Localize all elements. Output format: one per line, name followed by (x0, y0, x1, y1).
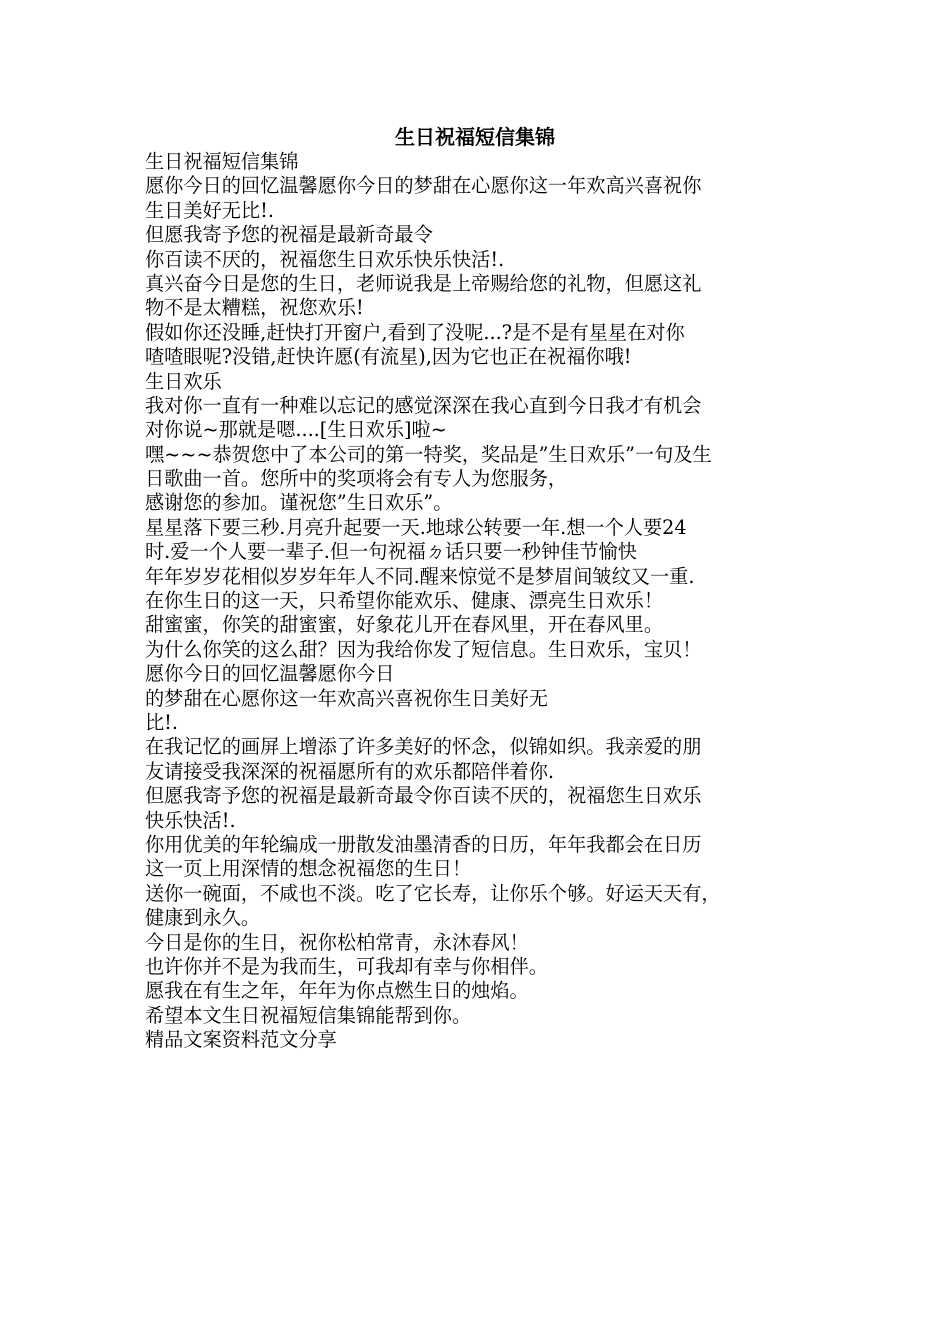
body-line: 愿你今日的回忆温馨愿你今日的梦甜在心愿你这一年欢高兴喜祝你 (145, 174, 702, 198)
body-line: 也许你并不是为我而生，可我却有幸与你相伴。 (145, 954, 548, 978)
body-line: 星星落下要三秒.月亮升起要一天.地球公转要一年.想一个人要24 (145, 515, 687, 539)
body-line: 你百读不厌的，祝福您生日欢乐快乐快活!. (145, 247, 505, 271)
body-line: 嘿~~~恭贺您中了本公司的第一特奖，奖品是”生日欢乐”一句及生 (145, 442, 712, 466)
body-line: 送你一碗面，不咸也不淡。吃了它长寿，让你乐个够。好运天天有， (145, 881, 721, 905)
body-line: 的梦甜在心愿你这一年欢高兴喜祝你生日美好无 (145, 686, 548, 710)
body-line: 我对你一直有一种难以忘记的感觉深深在我心直到今日我才有机会 (145, 393, 702, 417)
body-line: 对你说~那就是嗯....[生日欢乐]啦~ (145, 418, 447, 442)
body-line: 年年岁岁花相似岁岁年年人不同.醒来惊觉不是梦眉间皱纹又一重. (145, 564, 695, 588)
body-line: 生日祝福短信集锦 (145, 150, 299, 173)
body-line: 生日美好无比!. (145, 198, 274, 222)
body-line: 愿我在有生之年，年年为你点燃生日的烛焰。 (145, 979, 529, 1003)
body-line: 物不是太糟糕，祝您欢乐! (145, 296, 364, 320)
document-title: 生日祝福短信集锦 (395, 125, 555, 149)
body-line: 生日欢乐 (145, 369, 222, 393)
body-line: 希望本文生日祝福短信集锦能帮到你。 (145, 1003, 472, 1027)
body-line: 感谢您的参加。谨祝您”生日欢乐”。 (145, 491, 453, 515)
body-line: 愿你今日的回忆温馨愿你今日 (145, 662, 395, 686)
body-line: 日歌曲一首。您所中的奖项将会有专人为您服务， (145, 467, 568, 491)
body-line: 比!. (145, 710, 178, 734)
body-line: 精品文案资料范文分享 (145, 1028, 337, 1052)
body-line: 为什么你笑的这么甜？因为我给你发了短信息。生日欢乐，宝贝！ (145, 637, 702, 661)
body-line: 健康到永久。 (145, 906, 261, 930)
body-line: 在我记忆的画屏上增添了许多美好的怀念，似锦如织。我亲爱的朋 (145, 735, 702, 759)
body-line: 喳喳眼呢?没错,赶快许愿(有流星),因为它也正在祝福你哦! (145, 345, 632, 369)
body-line: 友请接受我深深的祝福愿所有的欢乐都陪伴着你. (145, 759, 555, 783)
body-line: 时.爱一个人要一辈子.但一句祝福ㄉ话只要一秒钟佳节愉快 (145, 540, 637, 564)
body-line: 今日是你的生日，祝你松柏常青，永沐春风！ (145, 930, 529, 954)
document-body (145, 150, 813, 1052)
body-line: 但愿我寄予您的祝福是最新奇最令 (145, 223, 433, 247)
body-line: 但愿我寄予您的祝福是最新奇最令你百读不厌的，祝福您生日欢乐 (145, 784, 702, 808)
body-line: 假如你还没睡,赶快打开窗户,看到了没呢...?是不是有星星在对你 (145, 320, 685, 344)
body-line: 在你生日的这一天，只希望你能欢乐、健康、漂亮生日欢乐！ (145, 589, 664, 613)
body-line: 你用优美的年轮编成一册散发油墨清香的日历，年年我都会在日历 (145, 832, 702, 856)
body-line: 真兴奋今日是您的生日，老师说我是上帝赐给您的礼物，但愿这礼 (145, 271, 702, 295)
body-line: 甜蜜蜜，你笑的甜蜜蜜，好象花儿开在春风里，开在春风里。 (145, 613, 664, 637)
body-line: 快乐快活!. (145, 808, 236, 832)
body-line: 这一页上用深情的想念祝福您的生日！ (145, 857, 472, 881)
